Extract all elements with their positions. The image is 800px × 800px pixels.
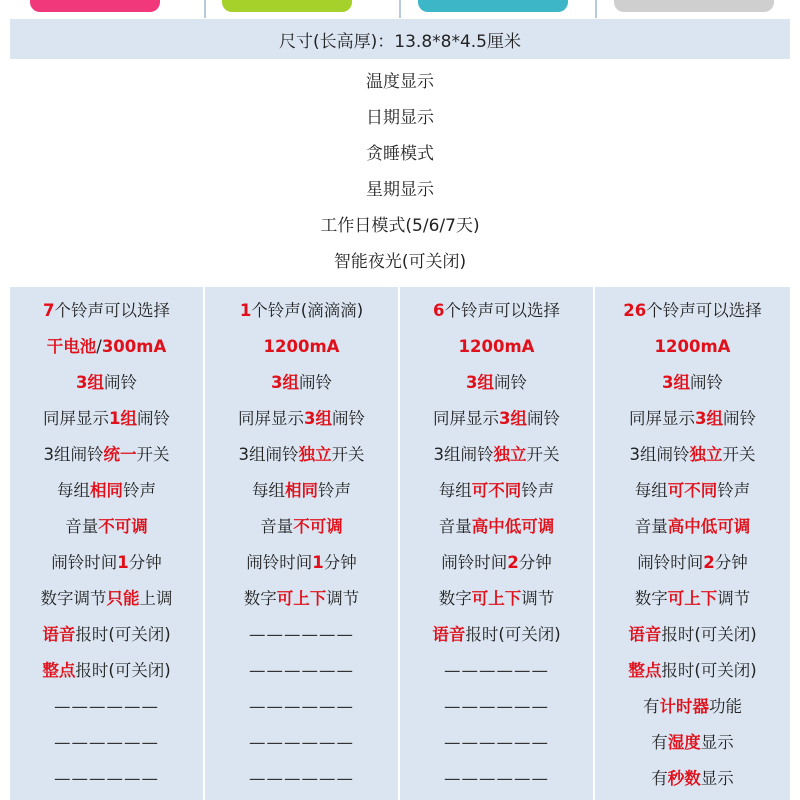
feature-item: 日期显示 bbox=[366, 108, 434, 128]
spec-text: 分钟 bbox=[128, 553, 162, 572]
spec-cell bbox=[595, 653, 790, 689]
highlight-text: 7 bbox=[43, 301, 55, 320]
spec-text: 显示 bbox=[700, 769, 734, 788]
spec-cell bbox=[205, 365, 398, 401]
dash-placeholder: —————— bbox=[249, 697, 354, 716]
gray-clock-image bbox=[614, 0, 774, 12]
spec-cell bbox=[205, 509, 398, 545]
spec-cell bbox=[400, 617, 593, 653]
spec-text: 报时(可关闭) bbox=[661, 625, 757, 644]
spec-cell bbox=[400, 725, 593, 761]
spec-text: 闹铃时间 bbox=[637, 553, 704, 572]
dash-placeholder: —————— bbox=[54, 769, 159, 788]
spec-text: 闹铃时间 bbox=[246, 553, 313, 572]
spec-cell bbox=[205, 293, 398, 329]
spec-cell bbox=[595, 761, 790, 797]
spec-text: 闹铃 bbox=[298, 373, 332, 392]
spec-text: 闹铃 bbox=[103, 373, 137, 392]
spec-text: 同屏显示 bbox=[43, 409, 109, 428]
model-column-1 bbox=[10, 287, 205, 800]
spec-text: 报时(可关闭) bbox=[75, 661, 171, 680]
spec-text: 闹铃 bbox=[493, 373, 527, 392]
spec-cell bbox=[205, 653, 398, 689]
spec-text: 数字调节 bbox=[40, 589, 107, 608]
spec-cell bbox=[400, 401, 593, 437]
dash-placeholder: —————— bbox=[444, 769, 549, 788]
spec-cell bbox=[205, 761, 398, 797]
column-divider bbox=[399, 0, 401, 18]
feature-item: 贪睡模式 bbox=[366, 144, 434, 164]
column-divider bbox=[595, 0, 597, 18]
highlight-text: 1 bbox=[312, 553, 324, 572]
dash-placeholder: —————— bbox=[249, 625, 354, 644]
spec-cell bbox=[10, 653, 203, 689]
spec-text: 同屏显示 bbox=[629, 409, 695, 428]
highlight-text: 1200mA bbox=[263, 337, 340, 356]
green-clock-image bbox=[222, 0, 352, 12]
spec-text: 每组 bbox=[252, 481, 285, 500]
spec-cell bbox=[10, 689, 203, 725]
spec-text: 音量 bbox=[260, 517, 294, 536]
highlight-text: 高中低可调 bbox=[471, 517, 555, 536]
highlight-text: 湿度 bbox=[667, 733, 701, 752]
highlight-text: 相同 bbox=[285, 481, 318, 500]
highlight-text: 独立 bbox=[689, 445, 723, 464]
spec-text: 分钟 bbox=[518, 553, 552, 572]
spec-cell bbox=[205, 725, 398, 761]
spec-text: 闹铃 bbox=[526, 409, 560, 428]
highlight-text: 独立 bbox=[493, 445, 527, 464]
spec-text: 开关 bbox=[331, 445, 365, 464]
spec-cell bbox=[400, 473, 593, 509]
spec-text: 每组 bbox=[438, 481, 472, 500]
highlight-text: 不可调 bbox=[98, 517, 148, 536]
spec-text: 开关 bbox=[136, 445, 170, 464]
spec-cell bbox=[595, 293, 790, 329]
spec-text: 调节 bbox=[326, 589, 360, 608]
column-divider bbox=[204, 0, 206, 18]
highlight-text: 3组 bbox=[466, 373, 494, 392]
spec-text: 个铃声可以选择 bbox=[444, 301, 560, 320]
highlight-text: 不可调 bbox=[293, 517, 343, 536]
highlight-text: 秒数 bbox=[667, 769, 701, 788]
spec-cell bbox=[10, 581, 203, 617]
spec-text: 报时(可关闭) bbox=[75, 625, 171, 644]
spec-cell bbox=[400, 545, 593, 581]
model-column-4 bbox=[595, 287, 790, 800]
dash-placeholder: —————— bbox=[249, 661, 354, 680]
spec-cell bbox=[205, 401, 398, 437]
highlight-text: 计时器 bbox=[659, 697, 709, 716]
model-comparison-grid bbox=[10, 287, 790, 800]
highlight-text: 整点 bbox=[42, 661, 76, 680]
spec-text: 调节 bbox=[521, 589, 555, 608]
shared-features-list bbox=[0, 64, 800, 280]
spec-text: 铃声 bbox=[717, 481, 751, 500]
spec-cell bbox=[400, 653, 593, 689]
spec-text: 数字 bbox=[243, 589, 277, 608]
spec-cell bbox=[595, 545, 790, 581]
spec-text: 个铃声(滴滴滴) bbox=[251, 301, 364, 320]
highlight-text: 可上下 bbox=[276, 589, 327, 608]
highlight-text: 3组 bbox=[304, 409, 332, 428]
spec-text: 同屏显示 bbox=[433, 409, 499, 428]
spec-text: 开关 bbox=[722, 445, 756, 464]
spec-cell bbox=[595, 581, 790, 617]
spec-text: 闹铃 bbox=[722, 409, 756, 428]
spec-cell bbox=[10, 761, 203, 797]
feature-item: 工作日模式(5/6/7天) bbox=[320, 216, 480, 236]
spec-cell bbox=[10, 617, 203, 653]
spec-cell bbox=[595, 473, 790, 509]
spec-cell bbox=[10, 545, 203, 581]
highlight-text: 1200mA bbox=[458, 337, 535, 356]
spec-cell bbox=[595, 329, 790, 365]
spec-cell bbox=[400, 689, 593, 725]
highlight-text: 2 bbox=[507, 553, 519, 572]
product-image-strip bbox=[0, 0, 800, 18]
highlight-text: 1 bbox=[239, 301, 252, 320]
highlight-text: 可不同 bbox=[471, 481, 522, 500]
spec-cell bbox=[595, 437, 790, 473]
spec-cell bbox=[595, 617, 790, 653]
spec-cell bbox=[10, 401, 203, 437]
spec-text: 数字 bbox=[438, 589, 472, 608]
spec-cell bbox=[205, 581, 398, 617]
spec-text: 个铃声可以选择 bbox=[54, 301, 170, 320]
spec-text: 闹铃 bbox=[689, 373, 723, 392]
dash-placeholder: —————— bbox=[444, 733, 549, 752]
highlight-text: 整点 bbox=[628, 661, 662, 680]
spec-cell bbox=[205, 689, 398, 725]
feature-item: 星期显示 bbox=[366, 180, 434, 200]
size-spec-band bbox=[10, 19, 790, 59]
highlight-text: 1 bbox=[117, 553, 129, 572]
spec-cell bbox=[10, 365, 203, 401]
spec-text: 音量 bbox=[65, 517, 99, 536]
spec-cell bbox=[10, 473, 203, 509]
dash-placeholder: —————— bbox=[444, 661, 549, 680]
highlight-text: 3组 bbox=[662, 373, 690, 392]
highlight-text: 3组 bbox=[76, 373, 104, 392]
feature-item: 温度显示 bbox=[366, 72, 434, 92]
highlight-text: 语音 bbox=[628, 625, 662, 644]
spec-text: 铃声 bbox=[318, 481, 351, 500]
spec-text: 3组闹铃 bbox=[238, 445, 299, 464]
spec-cell bbox=[400, 329, 593, 365]
dash-placeholder: —————— bbox=[249, 769, 354, 788]
spec-cell bbox=[205, 545, 398, 581]
spec-text: 分钟 bbox=[323, 553, 357, 572]
spec-text: 同屏显示 bbox=[238, 409, 304, 428]
highlight-text: 可上下 bbox=[471, 589, 522, 608]
spec-text: 显示 bbox=[700, 733, 734, 752]
spec-text: 每组 bbox=[634, 481, 668, 500]
spec-cell bbox=[595, 725, 790, 761]
highlight-text: 3组 bbox=[695, 409, 723, 428]
spec-cell bbox=[400, 437, 593, 473]
spec-cell bbox=[205, 617, 398, 653]
highlight-text: 只能 bbox=[106, 589, 140, 608]
dash-placeholder: —————— bbox=[249, 733, 354, 752]
highlight-text: 3组 bbox=[499, 409, 527, 428]
spec-text: 音量 bbox=[438, 517, 472, 536]
spec-text: 音量 bbox=[634, 517, 668, 536]
highlight-text: 语音 bbox=[42, 625, 76, 644]
highlight-text: 语音 bbox=[432, 625, 466, 644]
spec-text: 有 bbox=[651, 769, 668, 788]
highlight-text: 相同 bbox=[90, 481, 123, 500]
highlight-text: 可不同 bbox=[667, 481, 718, 500]
spec-text: 功能 bbox=[709, 697, 742, 716]
spec-text: 3组闹铃 bbox=[43, 445, 104, 464]
spec-cell bbox=[595, 689, 790, 725]
spec-cell bbox=[400, 761, 593, 797]
pink-clock-image bbox=[30, 0, 160, 12]
dash-placeholder: —————— bbox=[444, 697, 549, 716]
spec-text: 铃声 bbox=[123, 481, 156, 500]
feature-item: 智能夜光(可关闭) bbox=[333, 252, 467, 272]
dash-placeholder: —————— bbox=[54, 733, 159, 752]
highlight-text: 可上下 bbox=[667, 589, 718, 608]
spec-cell bbox=[10, 725, 203, 761]
highlight-text: 3组 bbox=[271, 373, 299, 392]
spec-cell bbox=[10, 509, 203, 545]
highlight-text: 1组 bbox=[109, 409, 137, 428]
spec-text: / bbox=[96, 337, 102, 356]
spec-text: 报时(可关闭) bbox=[465, 625, 561, 644]
spec-text: 有 bbox=[643, 697, 660, 716]
cyan-clock-image bbox=[418, 0, 568, 12]
spec-text: 3组闹铃 bbox=[433, 445, 494, 464]
highlight-text: 2 bbox=[703, 553, 715, 572]
spec-cell bbox=[10, 329, 203, 365]
spec-cell bbox=[595, 509, 790, 545]
spec-cell bbox=[10, 437, 203, 473]
highlight-text: 1200mA bbox=[654, 337, 731, 356]
highlight-text: 26 bbox=[623, 301, 647, 320]
spec-cell bbox=[205, 437, 398, 473]
spec-text: 有 bbox=[651, 733, 668, 752]
spec-text: 上调 bbox=[139, 589, 173, 608]
highlight-text: 干电池 bbox=[46, 337, 97, 356]
spec-cell bbox=[400, 293, 593, 329]
highlight-text: 高中低可调 bbox=[667, 517, 751, 536]
highlight-text: 300mA bbox=[101, 337, 167, 356]
spec-cell bbox=[595, 365, 790, 401]
highlight-text: 统一 bbox=[103, 445, 137, 464]
spec-text: 调节 bbox=[717, 589, 751, 608]
spec-cell bbox=[595, 401, 790, 437]
size-spec-text: 尺寸(长高厚)：13.8*8*4.5厘米 bbox=[279, 31, 521, 52]
spec-text: 报时(可关闭) bbox=[661, 661, 757, 680]
highlight-text: 独立 bbox=[298, 445, 332, 464]
spec-text: 闹铃 bbox=[331, 409, 365, 428]
spec-text: 闹铃时间 bbox=[51, 553, 118, 572]
spec-cell bbox=[400, 509, 593, 545]
spec-text: 数字 bbox=[634, 589, 668, 608]
spec-text: 每组 bbox=[57, 481, 90, 500]
highlight-text: 6 bbox=[433, 301, 445, 320]
dash-placeholder: —————— bbox=[54, 697, 159, 716]
spec-cell bbox=[205, 329, 398, 365]
model-column-2 bbox=[205, 287, 400, 800]
spec-text: 开关 bbox=[526, 445, 560, 464]
spec-cell bbox=[400, 581, 593, 617]
model-column-3 bbox=[400, 287, 595, 800]
spec-cell bbox=[400, 365, 593, 401]
spec-text: 闹铃时间 bbox=[441, 553, 508, 572]
spec-text: 个铃声可以选择 bbox=[646, 301, 762, 320]
spec-text: 铃声 bbox=[521, 481, 555, 500]
spec-text: 分钟 bbox=[714, 553, 748, 572]
spec-text: 闹铃 bbox=[136, 409, 170, 428]
spec-cell bbox=[10, 293, 203, 329]
spec-text: 3组闹铃 bbox=[629, 445, 690, 464]
spec-cell bbox=[205, 473, 398, 509]
